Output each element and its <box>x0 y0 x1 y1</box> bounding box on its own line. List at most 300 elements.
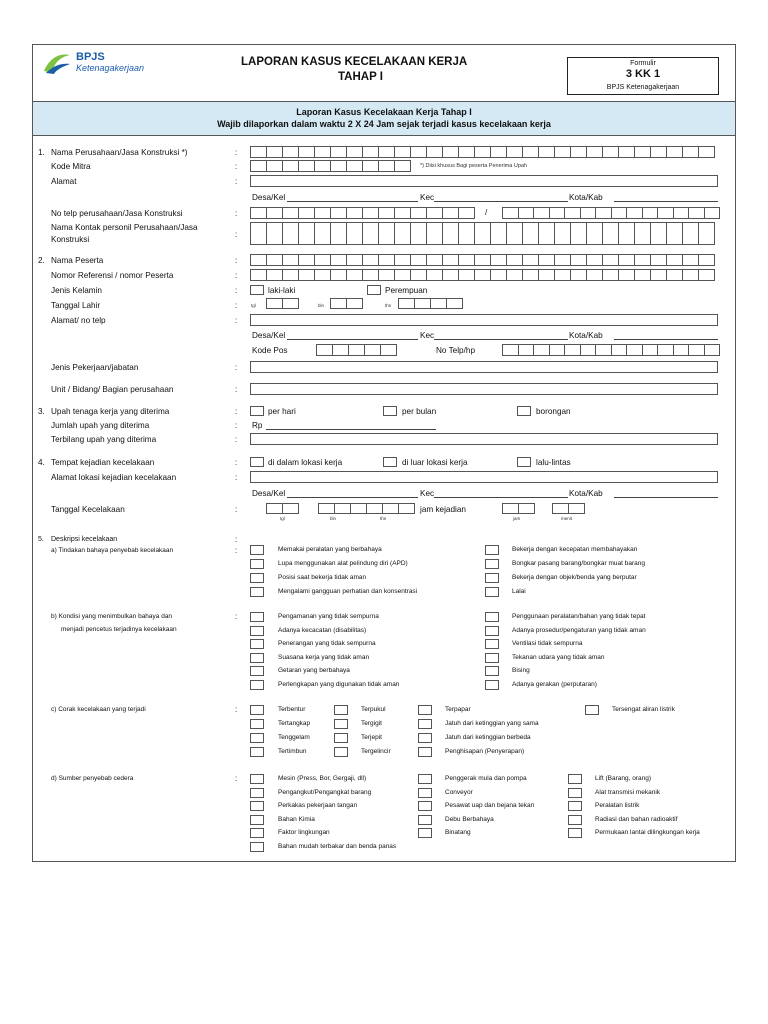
option-checkbox[interactable] <box>250 559 264 569</box>
char-cell[interactable] <box>523 222 539 245</box>
option-checkbox[interactable] <box>250 719 264 729</box>
char-cell[interactable] <box>491 222 507 245</box>
char-cell[interactable] <box>347 298 363 309</box>
colon: : <box>235 209 238 218</box>
char-cell[interactable] <box>571 254 587 266</box>
char-cell[interactable] <box>550 344 566 356</box>
option-checkbox[interactable] <box>334 719 348 729</box>
char-cell[interactable] <box>475 222 491 245</box>
char-cell[interactable] <box>331 146 347 158</box>
char-cell[interactable] <box>507 269 523 281</box>
char-cell[interactable] <box>519 207 535 219</box>
char-cell[interactable] <box>491 269 507 281</box>
option-checkbox[interactable] <box>485 573 499 583</box>
char-cell[interactable] <box>363 160 379 172</box>
char-cell[interactable] <box>363 254 379 266</box>
option-checkbox[interactable] <box>418 815 432 825</box>
char-cell[interactable] <box>534 344 550 356</box>
char-cell[interactable] <box>333 344 349 356</box>
option-checkbox[interactable] <box>485 680 499 690</box>
char-cell[interactable] <box>383 503 399 514</box>
option-checkbox[interactable] <box>250 587 264 597</box>
char-cell[interactable] <box>379 207 395 219</box>
char-cell[interactable] <box>699 222 715 245</box>
char-cell[interactable] <box>581 344 597 356</box>
alamat-peserta-input[interactable] <box>250 314 718 326</box>
option-checkbox[interactable] <box>250 733 264 743</box>
char-cell[interactable] <box>283 222 299 245</box>
char-cell[interactable] <box>643 344 659 356</box>
char-cell[interactable] <box>431 298 447 309</box>
char-cell[interactable] <box>565 344 581 356</box>
char-cell[interactable] <box>395 222 411 245</box>
char-cell[interactable] <box>539 222 555 245</box>
char-cell[interactable] <box>347 254 363 266</box>
char-cell[interactable] <box>571 146 587 158</box>
option-label: Adanya kecacatan (disabilitas) <box>278 626 367 634</box>
desa-field-2[interactable] <box>287 339 418 340</box>
dalam-lokasi-checkbox[interactable] <box>250 457 264 467</box>
mitra-input[interactable] <box>250 160 411 172</box>
char-cell[interactable] <box>658 207 674 219</box>
char-cell[interactable] <box>347 269 363 281</box>
char-cell[interactable] <box>411 207 427 219</box>
char-cell[interactable] <box>555 269 571 281</box>
char-cell[interactable] <box>351 503 367 514</box>
char-cell[interactable] <box>635 146 651 158</box>
option-checkbox[interactable] <box>334 733 348 743</box>
char-cell[interactable] <box>619 254 635 266</box>
char-cell[interactable] <box>283 146 299 158</box>
char-cell[interactable] <box>627 344 643 356</box>
jenis-pekerjaan-input[interactable] <box>250 361 718 373</box>
char-cell[interactable] <box>347 207 363 219</box>
terbilang-input[interactable] <box>250 433 718 445</box>
option-checkbox[interactable] <box>418 801 432 811</box>
char-cell[interactable] <box>553 503 569 514</box>
char-cell[interactable] <box>523 269 539 281</box>
alamat-input[interactable] <box>250 175 718 187</box>
char-cell[interactable] <box>699 269 715 281</box>
char-cell[interactable] <box>267 503 283 514</box>
char-cell[interactable] <box>689 344 705 356</box>
char-cell[interactable] <box>283 207 299 219</box>
char-cell[interactable] <box>507 146 523 158</box>
char-cell[interactable] <box>503 207 519 219</box>
char-cell[interactable] <box>539 254 555 266</box>
char-cell[interactable] <box>395 269 411 281</box>
char-cell[interactable] <box>539 269 555 281</box>
option-checkbox[interactable] <box>334 747 348 757</box>
char-cell[interactable] <box>315 160 331 172</box>
char-cell[interactable] <box>267 146 283 158</box>
char-cell[interactable] <box>587 222 603 245</box>
char-cell[interactable] <box>283 254 299 266</box>
option-checkbox[interactable] <box>485 587 499 597</box>
char-cell[interactable] <box>683 146 699 158</box>
option-checkbox[interactable] <box>418 733 432 743</box>
per-hari-checkbox[interactable] <box>250 406 264 416</box>
char-cell[interactable] <box>331 207 347 219</box>
char-cell[interactable] <box>251 146 267 158</box>
char-cell[interactable] <box>587 146 603 158</box>
char-cell[interactable] <box>491 254 507 266</box>
option-label: Lift (Barang, orang) <box>595 775 652 782</box>
char-cell[interactable] <box>491 146 507 158</box>
option-checkbox[interactable] <box>250 612 264 622</box>
char-cell[interactable] <box>459 254 475 266</box>
char-cell[interactable] <box>443 222 459 245</box>
char-cell[interactable] <box>399 298 415 309</box>
option-checkbox[interactable] <box>418 828 432 838</box>
kec-field[interactable] <box>434 201 568 202</box>
char-cell[interactable] <box>267 160 283 172</box>
telp-number-input[interactable] <box>502 207 720 219</box>
char-cell[interactable] <box>674 344 690 356</box>
char-cell[interactable] <box>674 207 690 219</box>
char-cell[interactable] <box>550 207 566 219</box>
char-cell[interactable] <box>379 222 395 245</box>
kodepos-input[interactable] <box>316 344 397 356</box>
char-cell[interactable] <box>603 222 619 245</box>
char-cell[interactable] <box>658 344 674 356</box>
option-label: Jatuh dari ketinggian yang sama <box>445 720 539 727</box>
colon: : <box>235 421 238 430</box>
option-checkbox[interactable] <box>418 788 432 798</box>
option-checkbox[interactable] <box>485 612 499 622</box>
char-cell[interactable] <box>705 344 721 356</box>
char-cell[interactable] <box>267 222 283 245</box>
char-cell[interactable] <box>349 344 365 356</box>
char-cell[interactable] <box>635 269 651 281</box>
char-cell[interactable] <box>315 254 331 266</box>
char-cell[interactable] <box>267 298 283 309</box>
char-cell[interactable] <box>603 269 619 281</box>
option-checkbox[interactable] <box>250 788 264 798</box>
char-cell[interactable] <box>667 269 683 281</box>
option-checkbox[interactable] <box>250 653 264 663</box>
char-cell[interactable] <box>395 146 411 158</box>
notelp-input[interactable] <box>502 344 720 356</box>
option-checkbox[interactable] <box>250 680 264 690</box>
char-cell[interactable] <box>267 254 283 266</box>
char-cell[interactable] <box>603 146 619 158</box>
char-cell[interactable] <box>683 254 699 266</box>
telp-slash: / <box>485 208 488 217</box>
char-cell[interactable] <box>555 146 571 158</box>
unit-input[interactable] <box>250 383 718 395</box>
char-cell[interactable] <box>427 254 443 266</box>
option-label: Bising <box>512 667 530 675</box>
char-cell[interactable] <box>555 222 571 245</box>
tgl-lahir-year[interactable] <box>398 298 463 309</box>
option-checkbox[interactable] <box>250 828 264 838</box>
company-input[interactable] <box>250 146 715 158</box>
char-cell[interactable] <box>363 222 379 245</box>
option-checkbox[interactable] <box>568 801 582 811</box>
option-checkbox[interactable] <box>485 639 499 649</box>
telp-area-input[interactable] <box>250 207 475 219</box>
char-cell[interactable] <box>299 222 315 245</box>
tgl-lahir-day[interactable] <box>266 298 299 309</box>
char-cell[interactable] <box>347 160 363 172</box>
char-cell[interactable] <box>251 160 267 172</box>
jam-input[interactable] <box>502 503 535 514</box>
char-cell[interactable] <box>569 503 585 514</box>
char-cell[interactable] <box>363 146 379 158</box>
char-cell[interactable] <box>699 146 715 158</box>
option-checkbox[interactable] <box>418 719 432 729</box>
char-cell[interactable] <box>427 269 443 281</box>
char-cell[interactable] <box>619 222 635 245</box>
option-checkbox[interactable] <box>250 842 264 852</box>
kec-field-2[interactable] <box>434 339 568 340</box>
char-cell[interactable] <box>299 254 315 266</box>
laki-checkbox[interactable] <box>250 285 264 295</box>
char-cell[interactable] <box>363 269 379 281</box>
char-cell[interactable] <box>443 146 459 158</box>
char-cell[interactable] <box>507 254 523 266</box>
char-cell[interactable] <box>299 207 315 219</box>
char-cell[interactable] <box>683 269 699 281</box>
nama-peserta-input[interactable] <box>250 254 715 266</box>
char-cell[interactable] <box>331 298 347 309</box>
bln-sub-2: bln <box>330 516 337 521</box>
char-cell[interactable] <box>363 207 379 219</box>
kota-field-3[interactable] <box>614 497 718 498</box>
char-cell[interactable] <box>317 344 333 356</box>
logo-swoosh-icon <box>42 51 72 75</box>
char-cell[interactable] <box>315 146 331 158</box>
char-cell[interactable] <box>251 269 267 281</box>
char-cell[interactable] <box>347 222 363 245</box>
option-checkbox[interactable] <box>568 788 582 798</box>
char-cell[interactable] <box>651 146 667 158</box>
char-cell[interactable] <box>603 254 619 266</box>
char-cell[interactable] <box>627 207 643 219</box>
option-checkbox[interactable] <box>485 666 499 676</box>
char-cell[interactable] <box>683 222 699 245</box>
char-cell[interactable] <box>283 298 299 309</box>
option-checkbox[interactable] <box>250 639 264 649</box>
option-checkbox[interactable] <box>568 815 582 825</box>
char-cell[interactable] <box>411 222 427 245</box>
char-cell[interactable] <box>395 207 411 219</box>
char-cell[interactable] <box>315 222 331 245</box>
char-cell[interactable] <box>596 344 612 356</box>
kontak-label: Nama Kontak personil Perusahaan/Jasa <box>51 223 198 232</box>
option-checkbox[interactable] <box>250 815 264 825</box>
char-cell[interactable] <box>331 160 347 172</box>
kec-field-3[interactable] <box>434 497 568 498</box>
option-checkbox[interactable] <box>250 545 264 555</box>
char-cell[interactable] <box>443 269 459 281</box>
colon: : <box>235 407 238 416</box>
char-cell[interactable] <box>283 269 299 281</box>
borongan-checkbox[interactable] <box>517 406 531 416</box>
char-cell[interactable] <box>267 207 283 219</box>
char-cell[interactable] <box>635 222 651 245</box>
option-checkbox[interactable] <box>250 801 264 811</box>
char-cell[interactable] <box>534 207 550 219</box>
char-cell[interactable] <box>475 269 491 281</box>
char-cell[interactable] <box>581 207 597 219</box>
char-cell[interactable] <box>315 269 331 281</box>
option-checkbox[interactable] <box>585 705 599 715</box>
char-cell[interactable] <box>667 146 683 158</box>
char-cell[interactable] <box>523 254 539 266</box>
char-cell[interactable] <box>331 269 347 281</box>
kontak-input[interactable] <box>250 222 715 245</box>
char-cell[interactable] <box>335 503 351 514</box>
char-cell[interactable] <box>459 207 475 219</box>
char-cell[interactable] <box>635 254 651 266</box>
luar-lokasi-checkbox[interactable] <box>383 457 397 467</box>
char-cell[interactable] <box>596 207 612 219</box>
char-cell[interactable] <box>299 146 315 158</box>
colon: : <box>235 473 238 482</box>
char-cell[interactable] <box>459 146 475 158</box>
char-cell[interactable] <box>619 146 635 158</box>
colon: : <box>235 385 238 394</box>
option-checkbox[interactable] <box>568 828 582 838</box>
char-cell[interactable] <box>651 254 667 266</box>
option-checkbox[interactable] <box>485 626 499 636</box>
char-cell[interactable] <box>427 222 443 245</box>
desa-field[interactable] <box>287 201 418 202</box>
char-cell[interactable] <box>251 222 267 245</box>
option-checkbox[interactable] <box>568 774 582 784</box>
char-cell[interactable] <box>699 254 715 266</box>
char-cell[interactable] <box>267 269 283 281</box>
option-checkbox[interactable] <box>250 626 264 636</box>
terbilang-label: Terbilang upah yang diterima <box>51 435 157 444</box>
char-cell[interactable] <box>415 298 431 309</box>
char-cell[interactable] <box>459 269 475 281</box>
char-cell[interactable] <box>319 503 335 514</box>
option-checkbox[interactable] <box>250 573 264 583</box>
char-cell[interactable] <box>519 503 535 514</box>
lalu-lintas-checkbox[interactable] <box>517 457 531 467</box>
char-cell[interactable] <box>612 207 628 219</box>
char-cell[interactable] <box>379 254 395 266</box>
option-checkbox[interactable] <box>250 666 264 676</box>
desa-field-3[interactable] <box>287 497 418 498</box>
char-cell[interactable] <box>651 222 667 245</box>
perempuan-checkbox[interactable] <box>367 285 381 295</box>
char-cell[interactable] <box>365 344 381 356</box>
char-cell[interactable] <box>379 269 395 281</box>
kota-field[interactable] <box>614 201 718 202</box>
tanggal-day[interactable] <box>266 503 299 514</box>
char-cell[interactable] <box>612 344 628 356</box>
char-cell[interactable] <box>347 146 363 158</box>
kota-field-2[interactable] <box>614 339 718 340</box>
char-cell[interactable] <box>411 254 427 266</box>
char-cell[interactable] <box>565 207 581 219</box>
char-cell[interactable] <box>459 222 475 245</box>
char-cell[interactable] <box>475 146 491 158</box>
char-cell[interactable] <box>619 269 635 281</box>
char-cell[interactable] <box>251 254 267 266</box>
option-checkbox[interactable] <box>250 747 264 757</box>
option-checkbox[interactable] <box>485 545 499 555</box>
form-org: BPJS Ketenagakerjaan <box>606 84 680 91</box>
char-cell[interactable] <box>379 146 395 158</box>
char-cell[interactable] <box>331 254 347 266</box>
char-cell[interactable] <box>503 344 519 356</box>
char-cell[interactable] <box>523 146 539 158</box>
char-cell[interactable] <box>443 207 459 219</box>
char-cell[interactable] <box>667 222 683 245</box>
char-cell[interactable] <box>555 254 571 266</box>
rp-label: Rp <box>252 421 263 430</box>
char-cell[interactable] <box>283 503 299 514</box>
char-cell[interactable] <box>411 269 427 281</box>
char-cell[interactable] <box>443 254 459 266</box>
tanggal-month[interactable] <box>318 503 351 514</box>
char-cell[interactable] <box>667 254 683 266</box>
alamat-lokasi-input[interactable] <box>250 471 718 483</box>
option-checkbox[interactable] <box>418 705 432 715</box>
char-cell[interactable] <box>315 207 331 219</box>
ref-input[interactable] <box>250 269 715 281</box>
tanggal-year[interactable] <box>350 503 415 514</box>
char-cell[interactable] <box>299 269 315 281</box>
char-cell[interactable] <box>381 344 397 356</box>
option-checkbox[interactable] <box>418 747 432 757</box>
char-cell[interactable] <box>571 222 587 245</box>
char-cell[interactable] <box>427 207 443 219</box>
option-checkbox[interactable] <box>485 653 499 663</box>
char-cell[interactable] <box>571 269 587 281</box>
char-cell[interactable] <box>507 222 523 245</box>
option-checkbox[interactable] <box>334 705 348 715</box>
option-checkbox[interactable] <box>418 774 432 784</box>
jumlah-upah-field[interactable] <box>266 429 436 430</box>
char-cell[interactable] <box>447 298 463 309</box>
option-checkbox[interactable] <box>485 559 499 569</box>
char-cell[interactable] <box>427 146 443 158</box>
char-cell[interactable] <box>395 254 411 266</box>
char-cell[interactable] <box>395 160 411 172</box>
char-cell[interactable] <box>475 254 491 266</box>
colon: : <box>235 286 238 295</box>
char-cell[interactable] <box>283 160 299 172</box>
char-cell[interactable] <box>587 254 603 266</box>
option-checkbox[interactable] <box>250 774 264 784</box>
char-cell[interactable] <box>689 207 705 219</box>
char-cell[interactable] <box>539 146 555 158</box>
char-cell[interactable] <box>643 207 659 219</box>
char-cell[interactable] <box>367 503 383 514</box>
option-checkbox[interactable] <box>250 705 264 715</box>
char-cell[interactable] <box>399 503 415 514</box>
char-cell[interactable] <box>651 269 667 281</box>
char-cell[interactable] <box>587 269 603 281</box>
menit-input[interactable] <box>552 503 585 514</box>
char-cell[interactable] <box>705 207 721 219</box>
char-cell[interactable] <box>379 160 395 172</box>
char-cell[interactable] <box>519 344 535 356</box>
char-cell[interactable] <box>503 503 519 514</box>
char-cell[interactable] <box>299 160 315 172</box>
char-cell[interactable] <box>411 146 427 158</box>
tgl-lahir-month[interactable] <box>330 298 363 309</box>
per-bulan-checkbox[interactable] <box>383 406 397 416</box>
char-cell[interactable] <box>331 222 347 245</box>
char-cell[interactable] <box>251 207 267 219</box>
